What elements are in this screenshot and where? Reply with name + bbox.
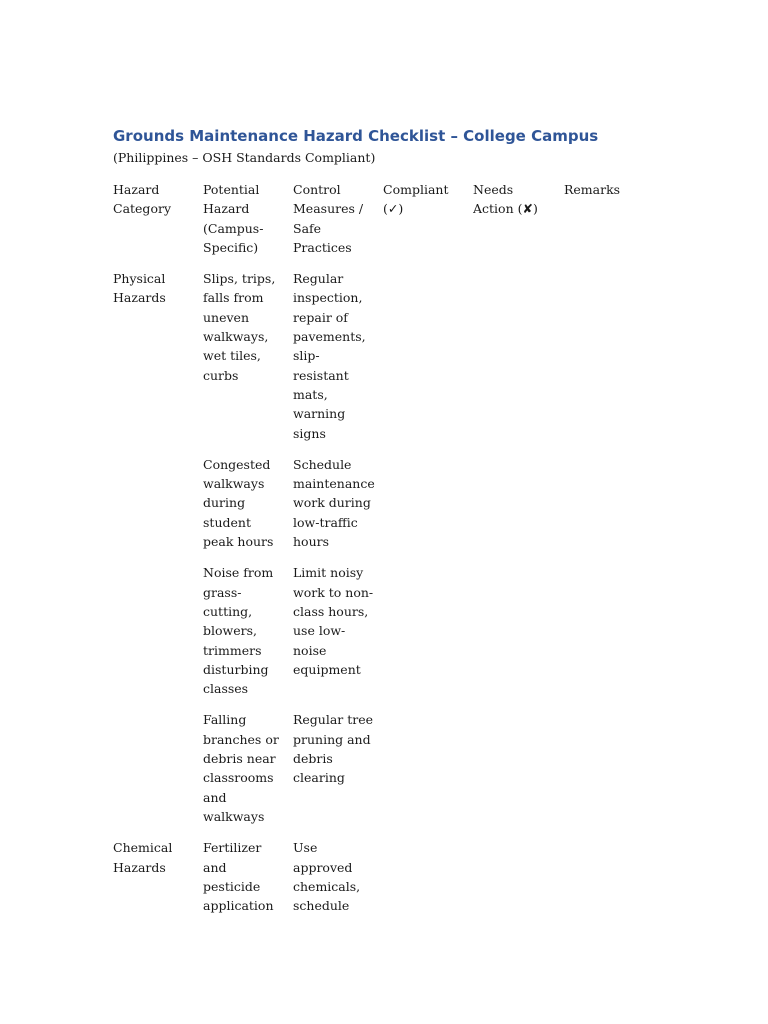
cell-category [113,563,203,710]
table-row [113,563,653,710]
cell-remarks [564,710,653,838]
table-row [113,710,653,838]
cell-category: Chemical Hazards [113,840,173,875]
cell-remarks [564,269,653,455]
cell-hazard: Falling branches or debris near classrooms and walkways [203,712,279,824]
cell-remarks [564,563,653,710]
cell-hazard: Slips, trips, falls from uneven walkways, wet tiles, curbs [203,271,276,383]
document-title: Grounds Maintenance Hazard Checklist – College Campus [113,127,599,145]
cell-compliant [383,563,473,710]
cell-controls: Schedule maintenance work during low-traffic hours [293,456,375,550]
cell-compliant [383,455,473,563]
cell-needs-action [473,838,564,927]
cell-category [113,455,203,563]
cell-remarks [564,838,653,927]
cell-needs-action [473,269,564,455]
cell-hazard: Noise from grass-cutting, blowers, trimmers disturbing classes [203,565,274,697]
cell-category [113,710,203,838]
table-row [113,455,653,563]
cell-controls: Limit noisy work to non-class hours, use low-noise equipment [293,565,374,677]
cell-controls: Use approved chemicals, schedule [293,840,361,914]
cell-compliant [383,269,473,455]
cell-hazard: Congested walkways during student peak hours [203,456,274,550]
cell-compliant [383,838,473,927]
header-needs-action: Needs Action (✘) [473,182,538,217]
document-subtitle: (Philippines – OSH Standards Compliant) [113,150,376,165]
cell-controls: Regular inspection, repair of pavements, slip-resistant mats, warning signs [293,271,366,441]
header-remarks: Remarks [564,182,621,197]
table-header-row [113,180,653,269]
table-row [113,269,653,455]
cell-controls: Regular tree pruning and debris clearing [293,712,374,786]
header-hazard-category: Hazard Category [113,182,172,217]
cell-needs-action [473,710,564,838]
cell-needs-action [473,563,564,710]
header-control-measures: Control Measures / Safe Practices [293,182,364,255]
header-potential-hazard: Potential Hazard (Campus-Specific) [203,182,264,255]
document-page [113,124,673,927]
cell-category: Physical Hazards [113,271,166,306]
table-row [113,838,653,927]
header-compliant: Compliant (✓) [383,182,449,217]
cell-remarks [564,455,653,563]
hazard-checklist-table [113,180,653,927]
cell-compliant [383,710,473,838]
cell-needs-action [473,455,564,563]
cell-hazard: Fertilizer and pesticide application [203,840,274,914]
